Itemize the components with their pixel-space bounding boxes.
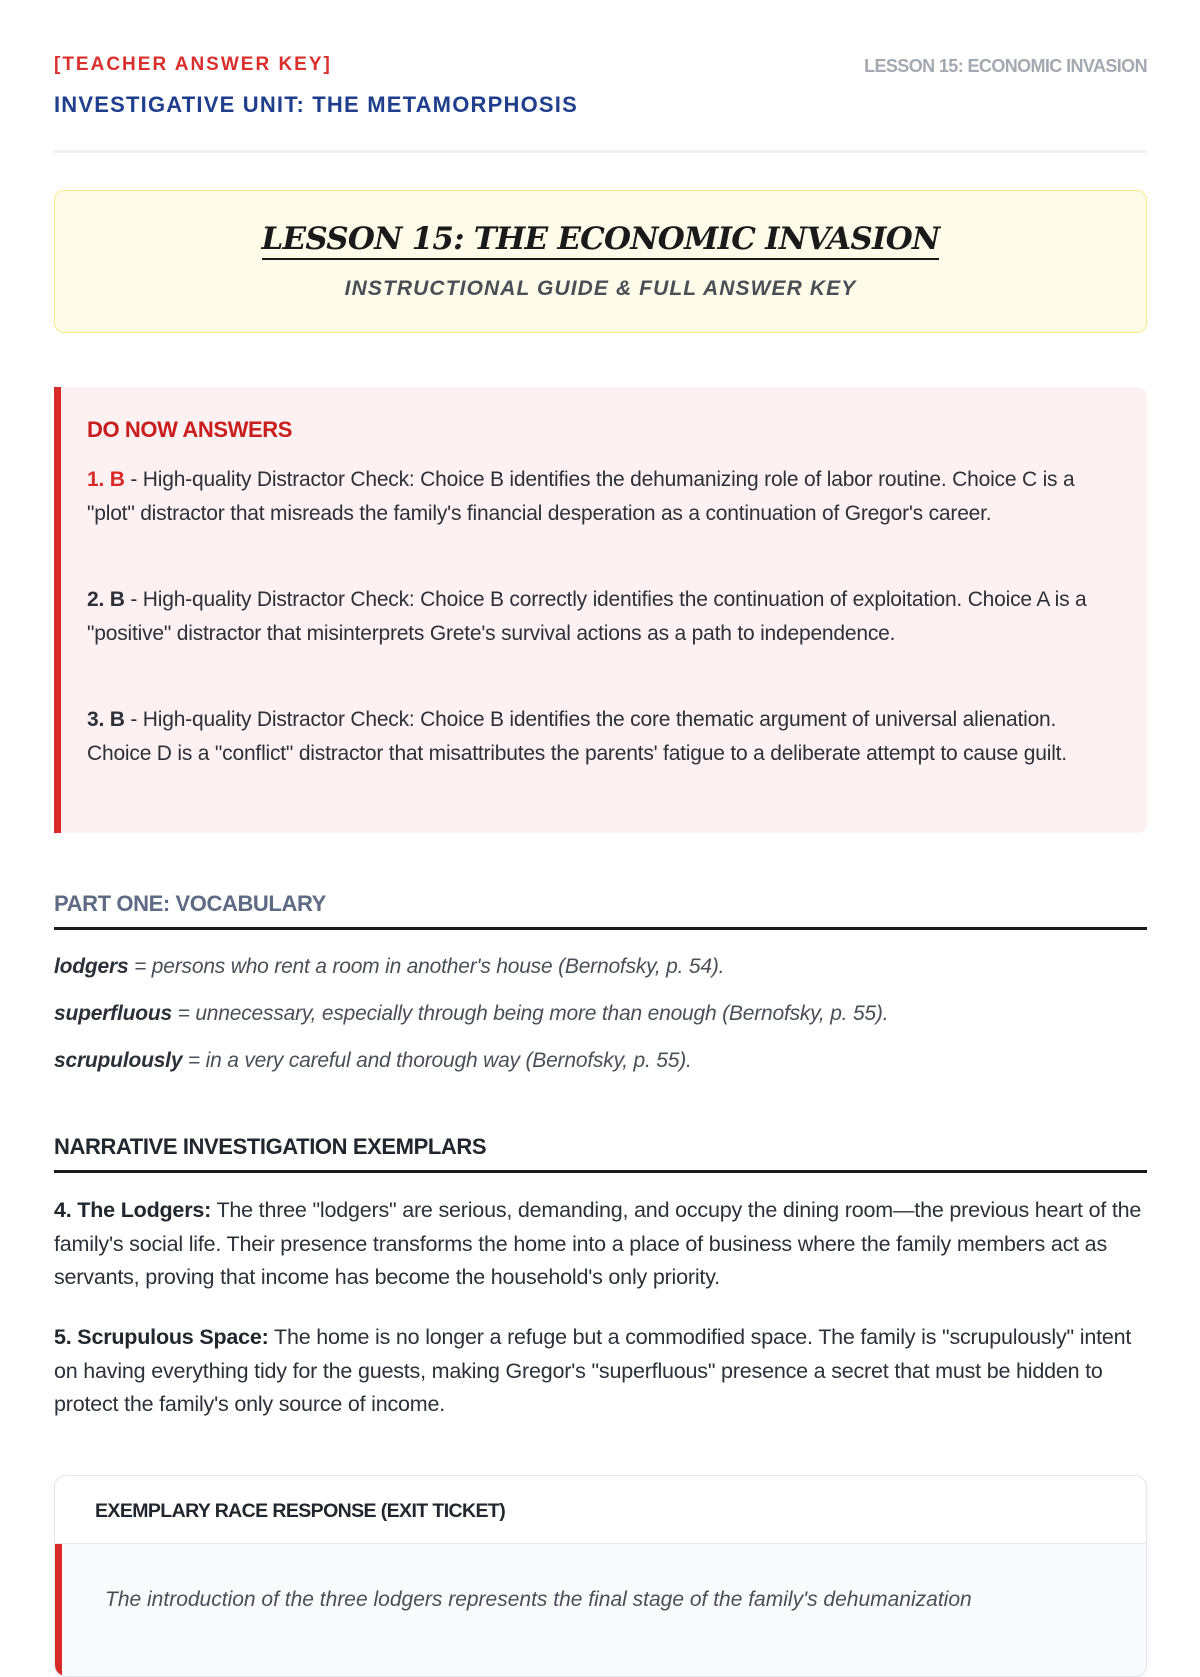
accent-bar	[55, 1544, 62, 1677]
do-now-item	[87, 583, 1117, 650]
lesson-subtitle: INSTRUCTIONAL GUIDE & FULL ANSWER KEY	[344, 277, 857, 300]
narrative-exemplar	[54, 1194, 1147, 1295]
lesson-tag: LESSON 15: ECONOMIC INVASION	[864, 56, 1147, 76]
vocab-term: lodgers	[54, 955, 129, 978]
exemplar-label: 4. The Lodgers:	[54, 1198, 212, 1222]
exemplar-text: The home is no longer a refuge but a commodified space. The family is "scrupulously" intent on having everything tidy for the guests, making Gregor's "superfluous" presence a secret that must be hidden to protect the family's only source of income.	[54, 1325, 1132, 1416]
answer-number: 1. B	[87, 468, 125, 491]
narrative-heading: NARRATIVE INVESTIGATION EXEMPLARS	[54, 1134, 1147, 1173]
answer-key-page	[54, 0, 1147, 1611]
race-response-text: The introduction of the three lodgers represents the final stage of the family's dehumanization	[105, 1588, 972, 1611]
unit-title: INVESTIGATIVE UNIT: THE METAMORPHOSIS	[54, 92, 578, 117]
lesson-title-text: LESSON 15: THE ECONOMIC INVASION	[262, 221, 940, 260]
answer-text: - High-quality Distractor Check: Choice B identifies the dehumanizing role of labor routine. Choice C is a "plot" distractor that misreads the family's financial desperation as a continuation of Gregor's career.	[87, 468, 1075, 525]
race-response-heading: EXEMPLARY RACE RESPONSE (EXIT TICKET)	[95, 1500, 506, 1522]
do-now-item	[87, 463, 1117, 530]
vocab-definition: = persons who rent a room in another's house (Bernofsky, p. 54).	[128, 955, 725, 978]
race-response-card	[54, 1475, 1147, 1677]
exemplar-text: The three "lodgers" are serious, demanding, and occupy the dining room—the previous heart of the family's social life. Their presence transforms the home into a place of business where the family members act as servants, proving that income has become the household's only priority.	[54, 1198, 1142, 1289]
vocab-entry	[54, 1049, 692, 1073]
answer-text: - High-quality Distractor Check: Choice B correctly identifies the continuation of exploitation. Choice A is a "positive" distractor that misinterprets Grete's survival actions as a path to independence.	[87, 588, 1087, 645]
vocab-definition: = in a very careful and thorough way (Bernofsky, p. 55).	[182, 1049, 692, 1072]
vocab-term: superfluous	[54, 1002, 172, 1025]
do-now-heading: DO NOW ANSWERS	[87, 417, 293, 442]
teacher-answer-key-tag: [TEACHER ANSWER KEY]	[54, 54, 332, 75]
vocab-entry	[54, 955, 724, 979]
do-now-answers-box	[54, 387, 1147, 833]
answer-text: - High-quality Distractor Check: Choice B identifies the core thematic argument of universal alienation. Choice D is a "conflict" distractor that misattributes the parents' fatigue to a deliberate attempt to cause guilt.	[87, 708, 1067, 765]
page-header	[54, 0, 1147, 153]
vocab-definition: = unnecessary, especially through being more than enough (Bernofsky, p. 55).	[171, 1002, 889, 1025]
narrative-exemplar	[54, 1321, 1147, 1422]
vocabulary-heading: PART ONE: VOCABULARY	[54, 891, 1147, 930]
race-response-body	[55, 1543, 1146, 1677]
lesson-title	[55, 221, 1146, 257]
exemplar-label: 5. Scrupulous Space:	[54, 1325, 269, 1349]
vocab-term: scrupulously	[54, 1049, 183, 1072]
answer-number: 2. B	[87, 588, 125, 611]
vocab-entry	[54, 1002, 888, 1026]
lesson-title-box	[54, 190, 1147, 333]
do-now-item	[87, 703, 1117, 770]
answer-number: 3. B	[87, 708, 125, 731]
